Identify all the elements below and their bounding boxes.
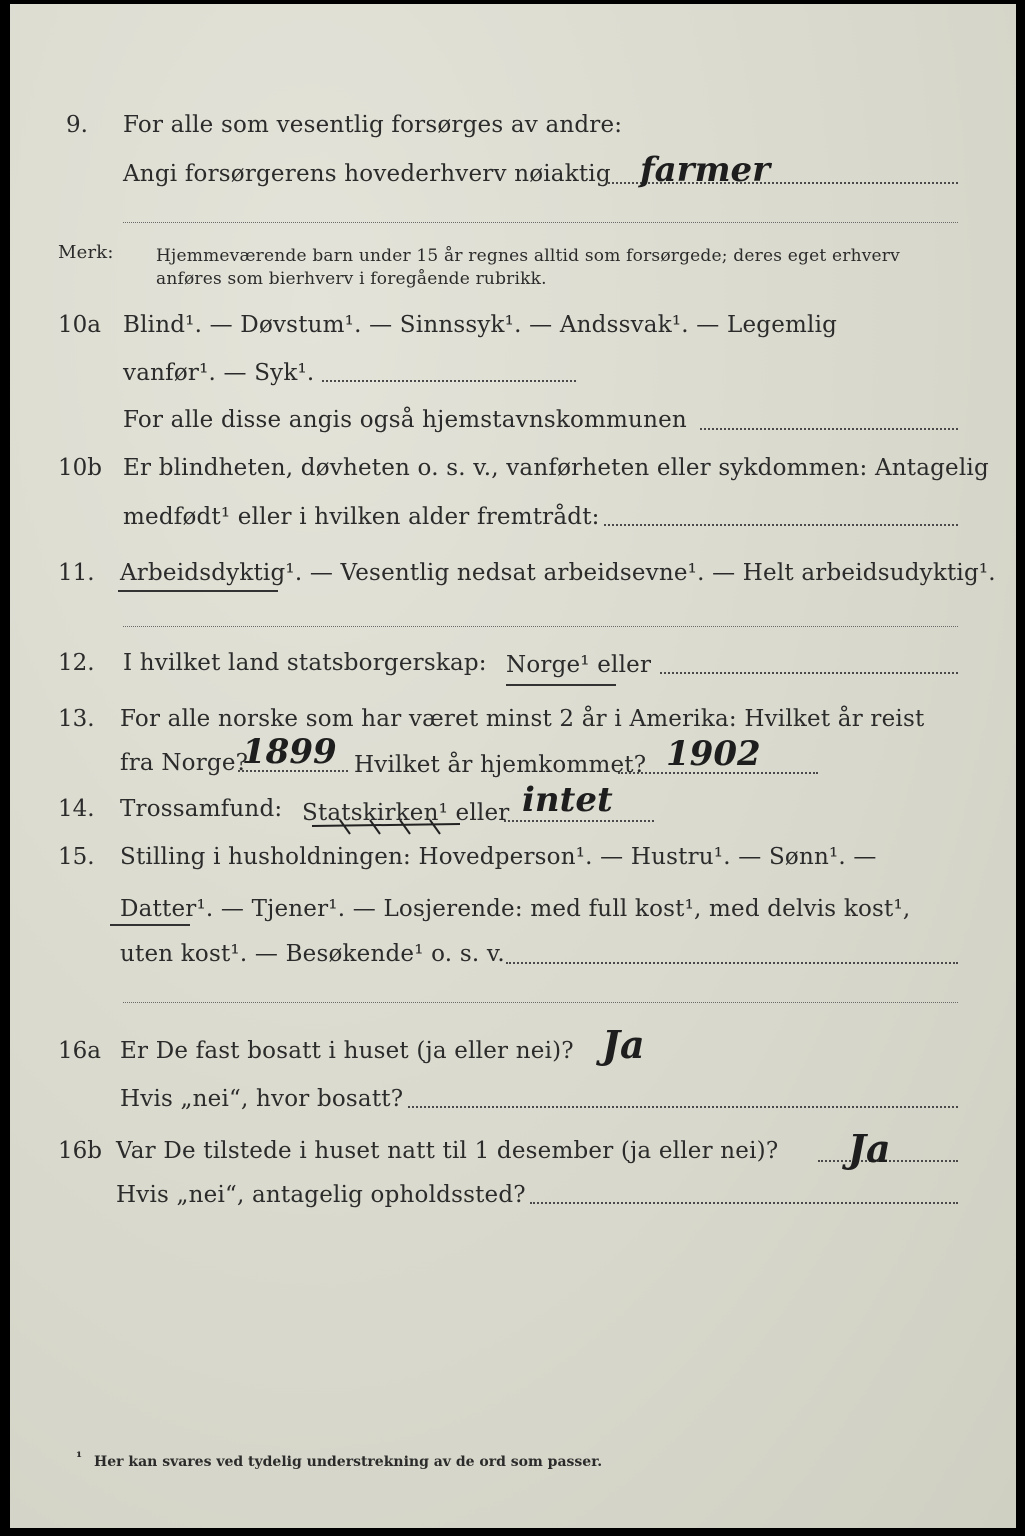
- q13-line1: For alle norske som har været minst 2 år i Amerika: Hvilket år reist: [120, 706, 925, 732]
- q16b-answer: Ja: [848, 1126, 891, 1171]
- q11-underline-mark: [118, 590, 278, 592]
- q10b-answer-line: [604, 524, 958, 526]
- q16a-answer-line: [408, 1106, 958, 1108]
- q14-number: 14.: [58, 796, 95, 822]
- q10a-line2: vanfør¹. — Syk¹.: [123, 360, 315, 386]
- q10b-line1: Er blindheten, døvheten o. s. v., vanførheten eller sykdommen: Antagelig: [123, 455, 989, 481]
- q14-answer-line: [504, 820, 654, 822]
- q9-line1: For alle som vesentlig forsørges av andre:: [123, 112, 623, 138]
- q15-answer-line: [506, 962, 958, 964]
- q10a-answer-line: [322, 380, 576, 382]
- q15-underline-mark: [110, 924, 190, 926]
- q16a-line2: Hvis „nei“, hvor bosatt?: [120, 1086, 404, 1112]
- q9-line2: Angi forsørgerens hovederhverv nøiaktig: [123, 161, 611, 187]
- merk-line2: anføres som bierhverv i foregående rubrikk.: [156, 269, 547, 289]
- q9-number: 9.: [66, 112, 88, 138]
- q15-line3: uten kost¹. — Besøkende¹ o. s. v.: [120, 941, 505, 967]
- q9-separator: [123, 222, 958, 223]
- q10a-hometown-line: [700, 428, 958, 430]
- q12-answer-line: [660, 672, 958, 674]
- footnote-text: Her kan svares ved tydelig understrekning av de ord som passer.: [94, 1454, 603, 1470]
- q13-number: 13.: [58, 706, 95, 732]
- q11-separator: [123, 626, 958, 627]
- q16a-line1: Er De fast bosatt i huset (ja eller nei)?: [120, 1038, 574, 1064]
- q15-line1: Stilling i husholdningen: Hovedperson¹. — Hustru¹. — Sønn¹. —: [120, 844, 877, 870]
- q14-crossed-mark: [310, 818, 470, 836]
- q15-line2: Datter¹. — Tjener¹. — Losjerende: med full kost¹, med delvis kost¹,: [120, 896, 911, 922]
- q16b-answer-line2: [530, 1202, 958, 1204]
- q10a-number: 10a: [58, 312, 101, 338]
- q12-line1: I hvilket land statsborgerskap:: [123, 650, 487, 676]
- q11-number: 11.: [58, 560, 95, 586]
- q16b-number: 16b: [58, 1138, 102, 1164]
- q12-underline-mark: [506, 684, 616, 686]
- q10b-line2: medfødt¹ eller i hvilken alder fremtrådt:: [123, 504, 600, 530]
- q16b-line2: Hvis „nei“, antagelig opholdssted?: [116, 1182, 526, 1208]
- q16b-line1: Var De tilstede i huset natt til 1 desember (ja eller nei)?: [116, 1138, 779, 1164]
- merk-line1: Hjemmeværende barn under 15 år regnes alltid som forsørgede; deres eget erhverv: [156, 246, 900, 266]
- q14-answer: intet: [522, 780, 613, 820]
- q13-line2b: Hvilket år hjemkommet?: [354, 752, 647, 778]
- q11-line1: Arbeidsdyktig¹. — Vesentlig nedsat arbeidsevne¹. — Helt arbeidsudyktig¹.: [120, 560, 996, 586]
- q16a-answer: Ja: [602, 1022, 645, 1067]
- q13-answer-out: 1899: [242, 732, 337, 772]
- q16a-number: 16a: [58, 1038, 101, 1064]
- q12-option: Norge¹ eller: [506, 652, 652, 678]
- q15-number: 15.: [58, 844, 95, 870]
- census-form-page: [10, 4, 1016, 1528]
- q15-separator: [123, 1002, 958, 1003]
- q9-answer: farmer: [640, 150, 771, 190]
- merk-label: Merk:: [58, 242, 114, 263]
- q12-number: 12.: [58, 650, 95, 676]
- q10a-line3: For alle disse angis også hjemstavnskommunen: [123, 407, 687, 433]
- q10b-number: 10b: [58, 455, 102, 481]
- q13-line2a: fra Norge?: [120, 750, 249, 776]
- q13-answer-home: 1902: [666, 734, 761, 774]
- footnote-mark: ¹: [76, 1450, 83, 1466]
- q10a-line1: Blind¹. — Døvstum¹. — Sinnssyk¹. — Andssvak¹. — Legemlig: [123, 312, 838, 338]
- q14-option: Statskirken¹ eller: [302, 800, 510, 826]
- q14-label: Trossamfund:: [120, 796, 283, 822]
